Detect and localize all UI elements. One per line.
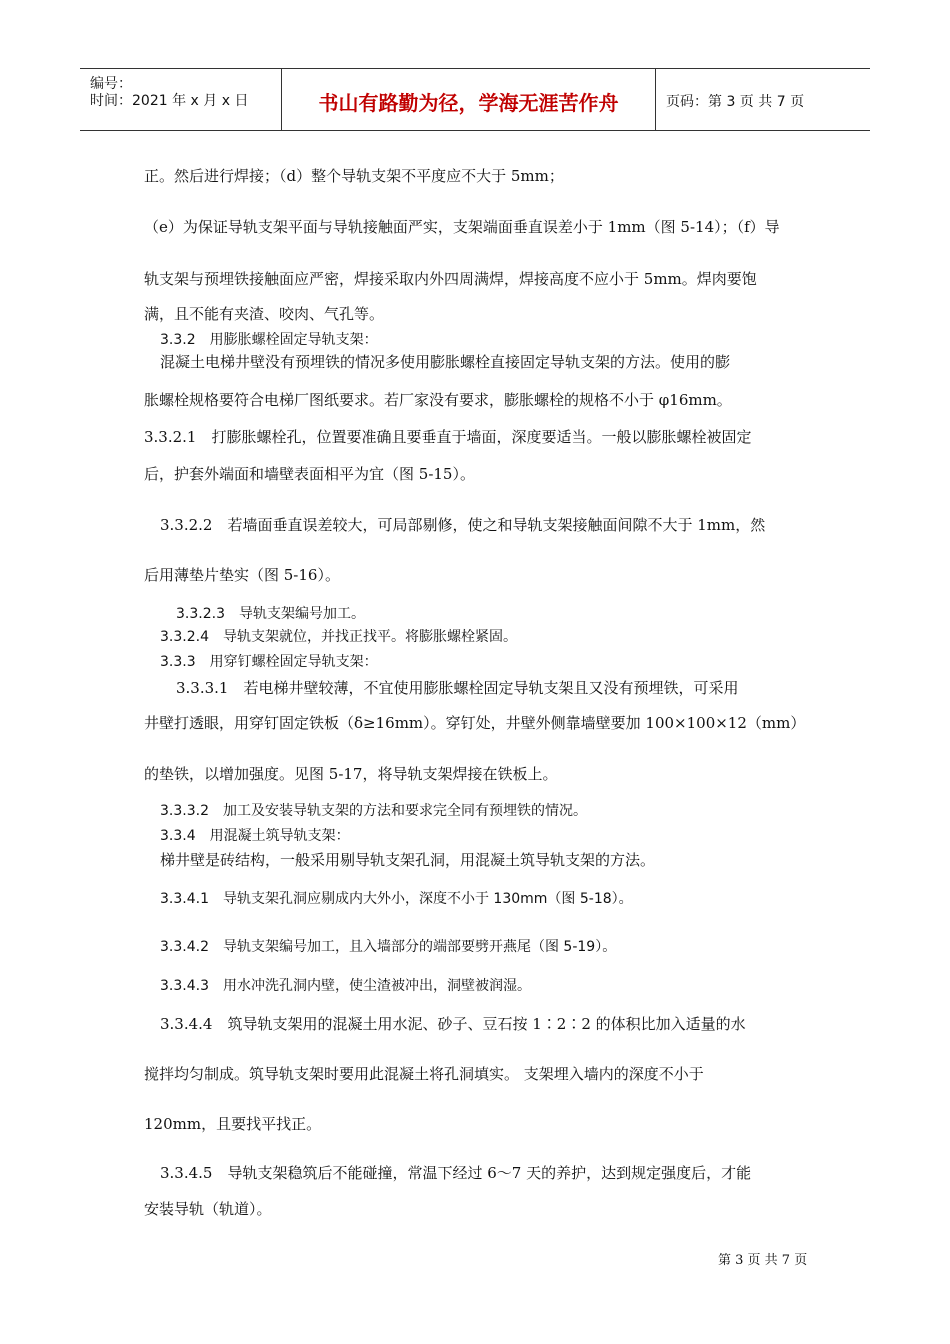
body-line: 混凝土电梯井壁没有预埋铁的情况多使用膨胀螺栓直接固定导轨支架的方法。使用的膨 [160,353,731,371]
body-line: 安装导轨（轨道）。 [144,1200,272,1218]
body-line: 轨支架与预埋铁接触面应严密，焊接采取内外四周满焊，焊接高度不应小于 5mm。焊肉要饱 [144,270,757,288]
body-line: 井壁打透眼，用穿钉固定铁板（δ≥16mm）。穿钉处，井壁外侧靠墙壁要加 100×100×12（mm） [144,714,806,732]
section-heading: 3.3.3.2 加工及安装导轨支架的方法和要求完全同有预埋铁的情况。 [160,803,587,819]
body-line: 3.3.2.1 打膨胀螺栓孔，位置要准确且要垂直于墙面，深度要适当。一般以膨胀螺栓被固定 [144,428,752,446]
body-line: 搅拌均匀制成。筑导轨支架时要用此混凝土将孔洞填实。 支架埋入墙内的深度不小于 [144,1065,704,1083]
section-heading: 3.3.2 用膨胀螺栓固定导轨支架： [160,332,378,348]
body-line: 3.3.3.1 若电梯井壁较薄，不宜使用膨胀螺栓固定导轨支架且又没有预埋铁，可采用 [176,679,739,697]
header-motto: 书山有路勤为径，学海无涯苦作舟 [318,91,619,115]
body-line: （e）为保证导轨支架平面与导轨接触面严实，支架端面垂直误差小于 1mm（图 5-14）；（f）导 [144,218,780,236]
section-heading: 3.3.2.3 导轨支架编号加工。 [176,606,365,622]
footer-page-number: 第 3 页 共 7 页 [718,1253,808,1268]
body-line: 梯井壁是砖结构，一般采用剔导轨支架孔洞，用混凝土筑导轨支架的方法。 [160,851,656,869]
section-heading: 3.3.4.2 导轨支架编号加工，且入墙部分的端部要劈开燕尾（图 5-19）。 [160,939,617,955]
body-line: 3.3.4.5 导轨支架稳筑后不能碰撞，常温下经过 6～7 天的养护，达到规定强度后，才能 [160,1164,752,1182]
section-heading: 3.3.4 用混凝土筑导轨支架： [160,828,350,844]
body-line: 3.3.4.4 筑导轨支架用的混凝土用水泥、砂子、豆石按 1∶2∶2 的体积比加入适量的水 [160,1015,746,1033]
header-page-cell [656,69,870,130]
header-meta-cell [80,69,282,130]
page-header [80,68,870,131]
section-heading: 3.3.4.1 导轨支架孔洞应剔成内大外小，深度不小于 130mm（图 5-18）。 [160,891,633,907]
body-line: 120mm，且要找平找正。 [144,1115,322,1133]
body-line: 后用薄垫片垫实（图 5-16）。 [144,566,340,584]
body-line: 的垫铁，以增加强度。见图 5-17，将导轨支架焊接在铁板上。 [144,765,558,783]
body-line: 胀螺栓规格要符合电梯厂图纸要求。若厂家没有要求，膨胀螺栓的规格不小于 φ16mm。 [144,391,732,409]
body-line: 正。然后进行焊接；（d）整个导轨支架不平度应不大于 5mm； [144,167,564,185]
body-line: 3.3.2.2 若墙面垂直误差较大，可局部剔修，使之和导轨支架接触面间隙不大于 1mm，然 [160,516,766,534]
section-heading: 3.3.2.4 导轨支架就位，并找正找平。将膨胀螺栓紧固。 [160,629,517,645]
header-page-number: 页码：第 3 页 共 7 页 [666,94,805,110]
doc-number-label: 编号： [90,76,132,92]
header-motto-cell [282,69,656,130]
body-line: 后，护套外端面和墙壁表面相平为宜（图 5-15）。 [144,465,475,483]
section-heading: 3.3.3 用穿钉螺栓固定导轨支架： [160,654,378,670]
doc-date-label: 时间：2021 年 x 月 x 日 [90,93,249,109]
body-line: 满，且不能有夹渣、咬肉、气孔等。 [144,305,385,323]
section-heading: 3.3.4.3 用水冲洗孔洞内壁，使尘渣被冲出，洞壁被润湿。 [160,978,531,994]
